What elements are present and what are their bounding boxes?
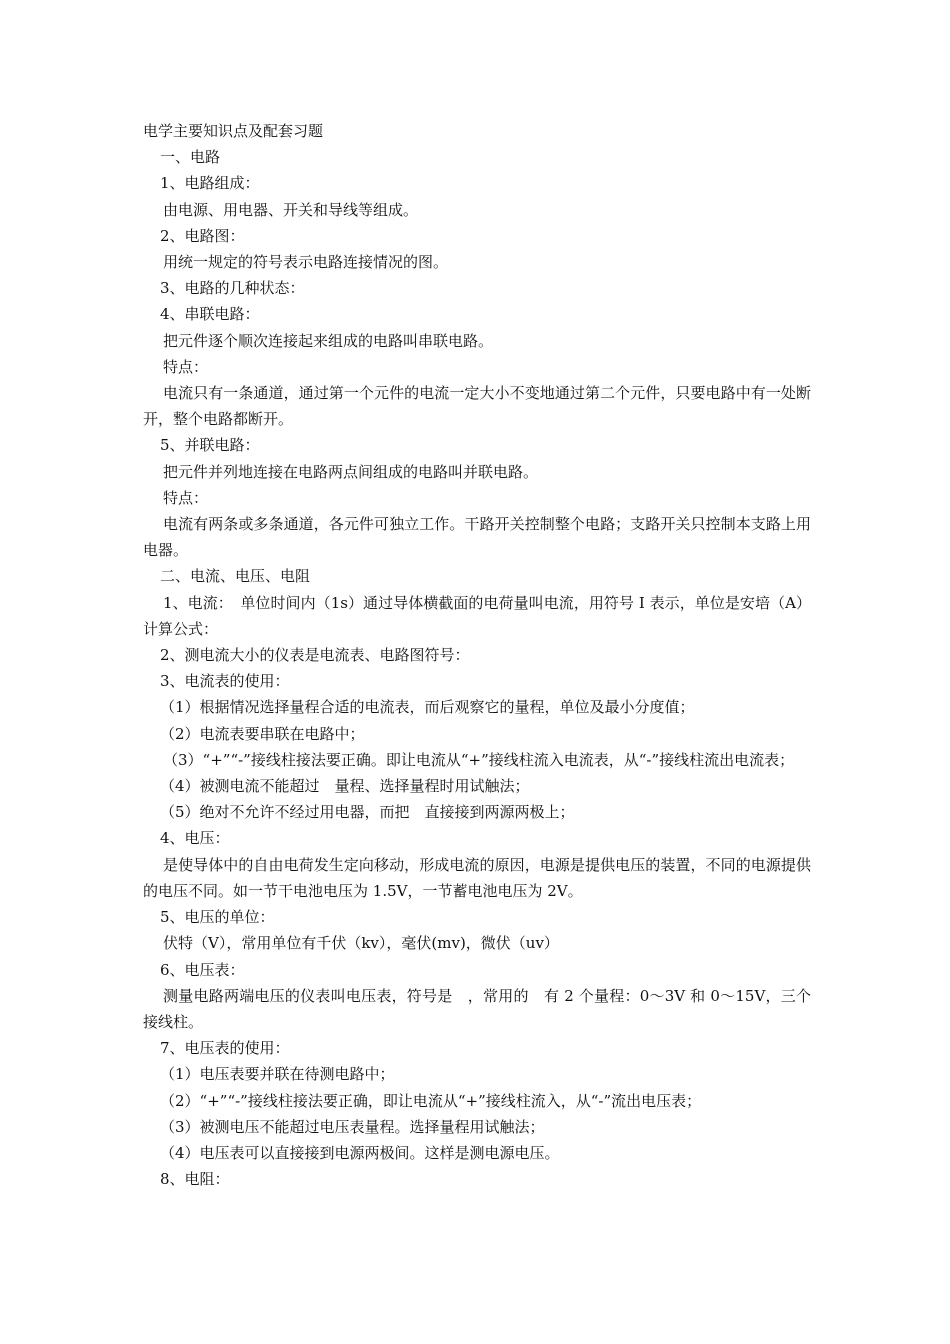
paragraph-line: 3、电路的几种状态： <box>160 279 305 298</box>
paragraph-line: 7、电压表的使用： <box>160 1039 290 1058</box>
paragraph-line: 1、电路组成： <box>160 174 260 193</box>
paragraph-line: 3、电流表的使用： <box>160 672 290 691</box>
paragraph-line: （2）“+”“-”接线柱接法要正确，即让电流从“+”接线柱流入，从“-”流出电压表； <box>160 1091 702 1110</box>
paragraph-line: 特点： <box>163 357 209 376</box>
paragraph-line: 6、电压表： <box>160 960 245 979</box>
paragraph-line: 测量电路两端电压的仪表叫电压表，符号是 ，常用的 有 2 个量程：0～3V 和 0～15V，三个接线柱。 <box>143 986 811 1031</box>
paragraph-line: 把元件并列地连接在电路两点间组成的电路叫并联电路。 <box>163 462 539 481</box>
paragraph-line: （4）被测电流不能超过 量程、选择量程时用试触法； <box>160 777 530 796</box>
paragraph-line: （3）“+”“-”接线柱接法要正确。即让电流从“+”接线柱流入电流表，从“-”接线柱流出电流表； <box>163 750 795 769</box>
paragraph-line: 是使导体中的自由电荷发生定向移动，形成电流的原因，电源是提供电压的装置，不同的电源提供的电压不同。如一节干电池电压为 1.5V，一节蓄电池电压为 2V。 <box>143 855 811 900</box>
paragraph-line: 特点： <box>163 488 209 507</box>
paragraph-line: 电流只有一条通道，通过第一个元件的电流一定大小不变地通过第二个元件，只要电路中有一处断开，整个电路都断开。 <box>143 384 811 429</box>
paragraph-line: 电流有两条或多条通道，各元件可独立工作。干路开关控制整个电路；支路开关只控制本支路上用电器。 <box>143 515 811 560</box>
paragraph-line: 把元件逐个顺次连接起来组成的电路叫串联电路。 <box>163 331 494 350</box>
paragraph-line: 伏特（V），常用单位有千伏（kv），毫伏(mv)，微伏（uv） <box>163 934 559 953</box>
paragraph-line: 二、电流、电压、电阻 <box>160 567 311 586</box>
paragraph-line: 8、电阻： <box>160 1170 230 1189</box>
paragraph-line: （1）电压表要并联在待测电路中； <box>160 1065 395 1084</box>
document-page <box>143 118 811 1192</box>
paragraph-line: （4）电压表可以直接接到电源两极间。这样是测电源电压。 <box>160 1143 560 1162</box>
paragraph-line: 4、串联电路： <box>160 305 260 324</box>
paragraph-line: 用统一规定的符号表示电路连接情况的图。 <box>163 253 449 272</box>
paragraph-line: 一、电路 <box>160 148 221 167</box>
document-title: 电学主要知识点及配套习题 <box>143 122 324 140</box>
paragraph-line: 1、电流： 单位时间内（1s）通过导体横截面的电荷量叫电流，用符号 I 表示，单位是安培（A）计算公式： <box>143 593 811 638</box>
paragraph-line: 5、并联电路： <box>160 436 260 455</box>
paragraph-line: 4、电压： <box>160 829 230 848</box>
paragraph-line: 5、电压的单位： <box>160 908 275 927</box>
paragraph-line: （5）绝对不允许不经过用电器，而把 直接接到两源两极上； <box>160 803 575 822</box>
paragraph-line: （1）根据情况选择量程合适的电流表，而后观察它的量程，单位及最小分度值； <box>160 698 695 717</box>
paragraph-line: 2、测电流大小的仪表是电流表、电路图符号： <box>160 646 470 665</box>
paragraph-line: （2）电流表要串联在电路中； <box>160 724 365 743</box>
paragraph-line: 2、电路图： <box>160 226 245 245</box>
paragraph-line: 由电源、用电器、开关和导线等组成。 <box>163 200 419 219</box>
paragraph-line: （3）被测电压不能超过电压表量程。选择量程用试触法； <box>160 1117 545 1136</box>
document-body <box>143 144 811 1192</box>
